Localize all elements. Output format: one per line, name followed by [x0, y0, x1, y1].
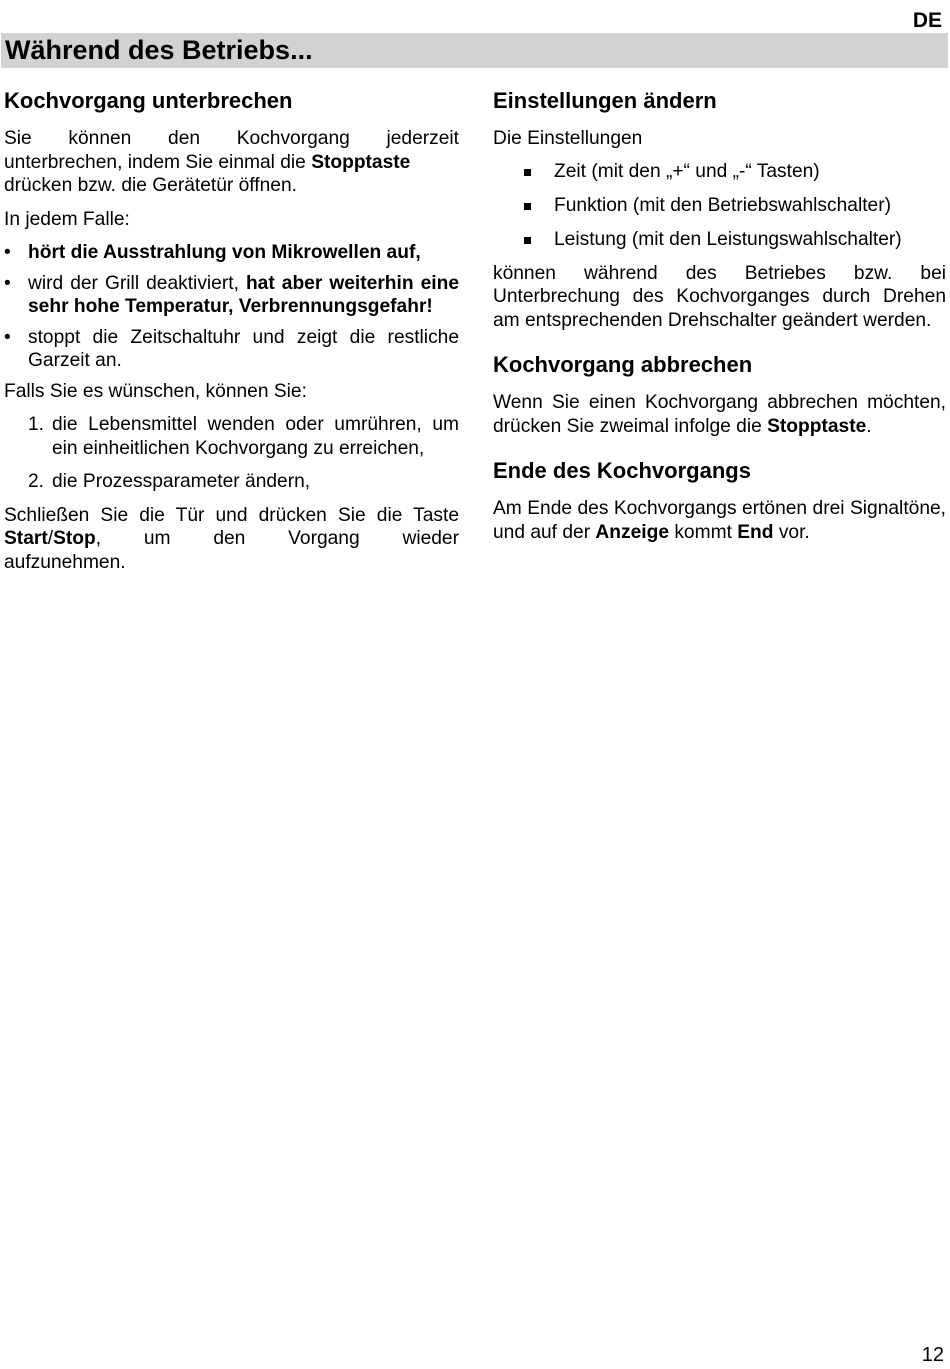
bullet-icon: •	[4, 326, 11, 348]
end-term: End	[737, 521, 774, 543]
list-item-text: die Lebensmittel wenden oder umrühren, um ein einheitlichen Kochvorgang zu erreichen,	[52, 414, 459, 459]
paragraph-resume	[4, 504, 459, 575]
page-number: 12	[921, 1344, 944, 1366]
list-item	[493, 160, 946, 184]
square-bullet-icon	[524, 237, 531, 244]
stop-term: Stop	[53, 528, 96, 549]
language-label: DE	[912, 9, 942, 32]
heading-ende-des-kochvorgangs: Ende des Kochvorgangs	[493, 458, 751, 483]
paragraph-options: Falls Sie es wünschen, können Sie:	[4, 380, 307, 402]
list-item	[4, 470, 459, 494]
anzeige-term: Anzeige	[595, 521, 669, 543]
page-title: Während des Betriebs...	[5, 35, 313, 65]
list-number: 1.	[28, 414, 45, 435]
text-span: kommt	[669, 521, 738, 543]
paragraph-end	[493, 497, 946, 544]
stopptaste-term: Stopptaste	[767, 415, 867, 437]
list-item	[4, 272, 459, 319]
paragraph-cancel	[493, 391, 946, 438]
list-item-text: Zeit (mit den „+“ und „-“ Tasten)	[554, 160, 820, 182]
heading-kochvorgang-unterbrechen: Kochvorgang unterbrechen	[4, 88, 293, 113]
text-span: vor.	[773, 521, 810, 543]
list-item-text: Leistung (mit den Leistungswahlschalter)	[554, 228, 902, 250]
heading-einstellungen-aendern: Einstellungen ändern	[493, 88, 717, 113]
square-bullet-icon	[524, 203, 531, 210]
paragraph-settings: Die Einstellungen	[493, 128, 643, 149]
paragraph-line: drücken bzw. die Gerätetür öffnen.	[4, 175, 297, 196]
title-bar	[1, 33, 948, 68]
paragraph-in-any-case: In jedem Falle:	[4, 208, 130, 230]
text-span: Wenn Sie einen Kochvorgang abbrechen möchten, drücken Sie zweimal infolge die	[493, 392, 946, 437]
effects-list	[4, 241, 459, 373]
warning-text: hat aber weiterhin eine sehr hohe Temperatur, Verbrennungsgefahr!	[28, 272, 459, 317]
text-span: Am Ende des Kochvorgangs ertönen drei Signaltöne, und auf der	[493, 498, 946, 543]
paragraph-line: aufzunehmen.	[4, 551, 126, 573]
paragraph-line: Sie können den Kochvorgang jederzeit	[4, 128, 459, 149]
stopptaste-term: Stopptaste	[311, 151, 411, 173]
start-term: Start	[4, 528, 48, 549]
list-item	[4, 326, 459, 373]
bullet-icon: •	[4, 272, 11, 294]
text-span: , um den Vorgang wieder	[95, 528, 459, 549]
square-bullet-icon	[524, 169, 531, 176]
bullet-icon: •	[4, 242, 11, 263]
settings-list	[493, 160, 946, 252]
left-column	[4, 86, 459, 584]
text-span: .	[866, 415, 872, 437]
options-list	[4, 413, 459, 494]
paragraph-interrupt	[4, 127, 459, 198]
list-item	[4, 241, 459, 265]
paragraph-line	[4, 151, 459, 175]
list-item	[4, 413, 459, 460]
list-item-text: hört die Ausstrahlung von Mikrowellen auf,	[28, 242, 421, 263]
right-column	[493, 86, 946, 554]
text-span: unterbrechen, indem Sie einmal die	[4, 151, 312, 173]
list-number: 2.	[28, 471, 45, 492]
list-item-text: stoppt die Zeitschaltuhr und zeigt die restliche Garzeit an.	[28, 326, 459, 371]
list-item-text: wird der Grill deaktiviert,	[28, 272, 246, 294]
list-item	[493, 194, 946, 218]
paragraph-change: können während des Betriebes bzw. bei Unterbrechung des Kochvorganges durch Drehen am entsprechenden Drehschalter geändert werden.	[493, 262, 946, 331]
paragraph-line: Schließen Sie die Tür und drücken Sie die Taste	[4, 504, 459, 526]
list-item-text: die Prozessparameter ändern,	[52, 471, 311, 492]
list-item	[493, 228, 946, 252]
paragraph-line	[4, 527, 459, 551]
slash-text: /	[47, 528, 54, 549]
heading-kochvorgang-abbrechen: Kochvorgang abbrechen	[493, 352, 753, 377]
list-item-text: Funktion (mit den Betriebswahlschalter)	[554, 194, 891, 216]
